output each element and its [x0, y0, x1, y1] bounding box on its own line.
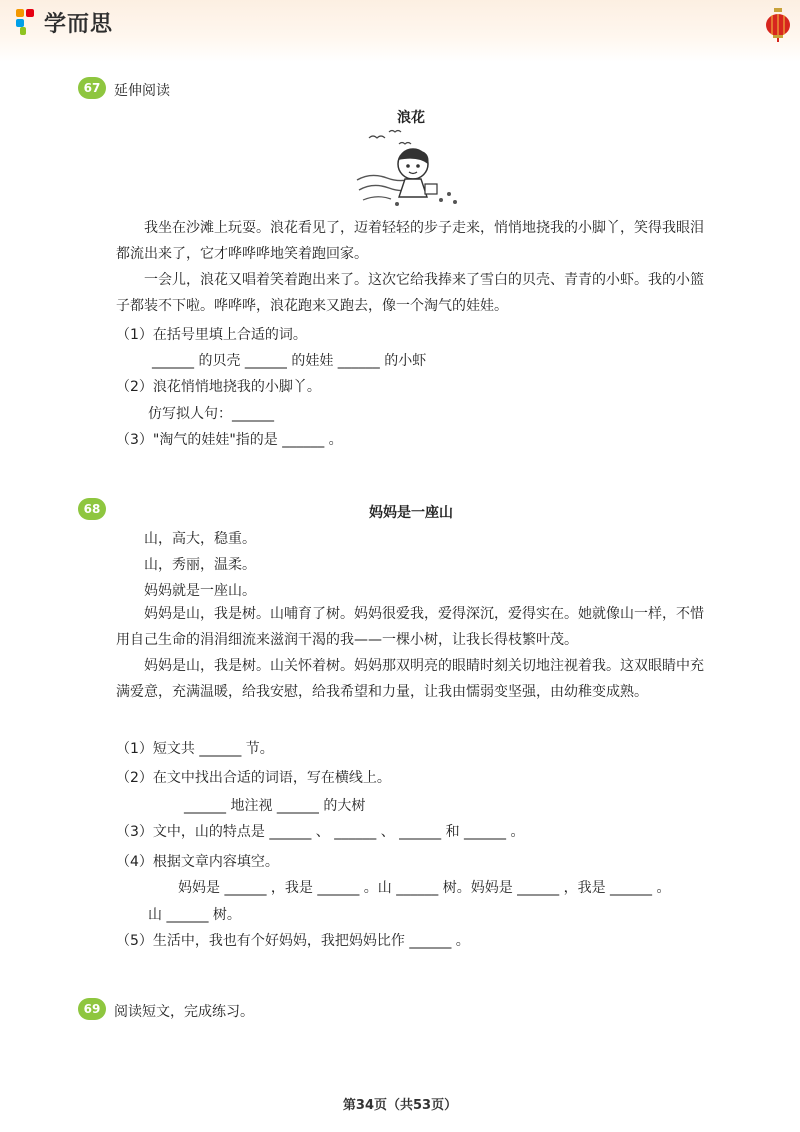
brand-name: 学而思: [44, 11, 114, 37]
passage-line: 山，秀丽，温柔。: [144, 557, 256, 573]
page-number: 第34页（共53页）: [342, 1098, 458, 1113]
fill-in-line: ______ 地注视 ______ 的大树: [184, 798, 366, 814]
brand-logo: [16, 8, 113, 36]
sub-question: （4）根据文章内容填空。: [116, 854, 279, 870]
passage-illustration: [355, 128, 467, 210]
sub-question: （2）浪花悄悄地挠我的小脚丫。: [116, 379, 321, 395]
sub-question: （3）"淘气的娃娃"指的是 ______ 。: [116, 432, 343, 448]
page-header: [0, 0, 800, 62]
question-instruction: 阅读短文，完成练习。: [114, 1004, 254, 1020]
lantern-icon: [764, 8, 792, 42]
fill-in-line: 仿写拟人句：______: [148, 406, 274, 422]
passage-line: 妈妈就是一座山。: [144, 583, 256, 599]
fill-in-line: 山 ______ 树。: [148, 907, 241, 923]
passage-paragraph: 妈妈是山，我是树。山哺育了树。妈妈很爱我，爱得深沉，爱得实在。她就像山一样，不惜用自己生命的涓涓细流来滋润干渴的我——一棵小树，让我长得枝繁叶茂。: [116, 606, 704, 648]
sub-question: （3）文中，山的特点是 ______ 、 ______ 、 ______ 和 ______ 。: [116, 824, 525, 840]
question-number-badge: 68: [78, 498, 106, 520]
sub-question: （5）生活中，我也有个好妈妈，我把妈妈比作 ______ 。: [116, 933, 470, 949]
fill-in-line: 妈妈是 ______ ，我是 ______ 。山 ______ 树。妈妈是 ______ ，我是 ______ 。: [178, 880, 671, 896]
sub-question: （1）短文共 ______ 节。: [116, 741, 274, 757]
passage-line: 山，高大，稳重。: [144, 531, 256, 547]
passage-paragraph: 妈妈是山，我是树。山关怀着树。妈妈那双明亮的眼睛时刻关切地注视着我。这双眼睛中充满爱意，充满温暖，给我安慰，给我希望和力量，让我由懦弱变坚强，由幼稚变成熟。: [116, 658, 704, 700]
section-label: 延伸阅读: [114, 83, 170, 99]
question-number-badge: 69: [78, 998, 106, 1020]
passage-paragraph: 我坐在沙滩上玩耍。浪花看见了，迈着轻轻的步子走来，悄悄地挠我的小脚丫，笑得我眼泪都流出来了，它才哗哗哗地笑着跑回家。: [116, 220, 704, 262]
sub-question: （1）在括号里填上合适的词。: [116, 327, 307, 343]
fill-in-line: ______ 的贝壳 ______ 的娃娃 ______ 的小虾: [152, 353, 427, 369]
sub-question: （2）在文中找出合适的词语，写在横线上。: [116, 770, 391, 786]
question-number-badge: 67: [78, 77, 106, 99]
passage-title: 浪花: [397, 110, 425, 126]
passage-title: 妈妈是一座山: [369, 505, 453, 521]
passage-paragraph: 一会儿，浪花又唱着笑着跑出来了。这次它给我捧来了雪白的贝壳、青青的小虾。我的小篮子都装不下啦。哗哗哗，浪花跑来又跑去，像一个淘气的娃娃。: [116, 272, 704, 314]
logo-mark-icon: [16, 9, 38, 35]
